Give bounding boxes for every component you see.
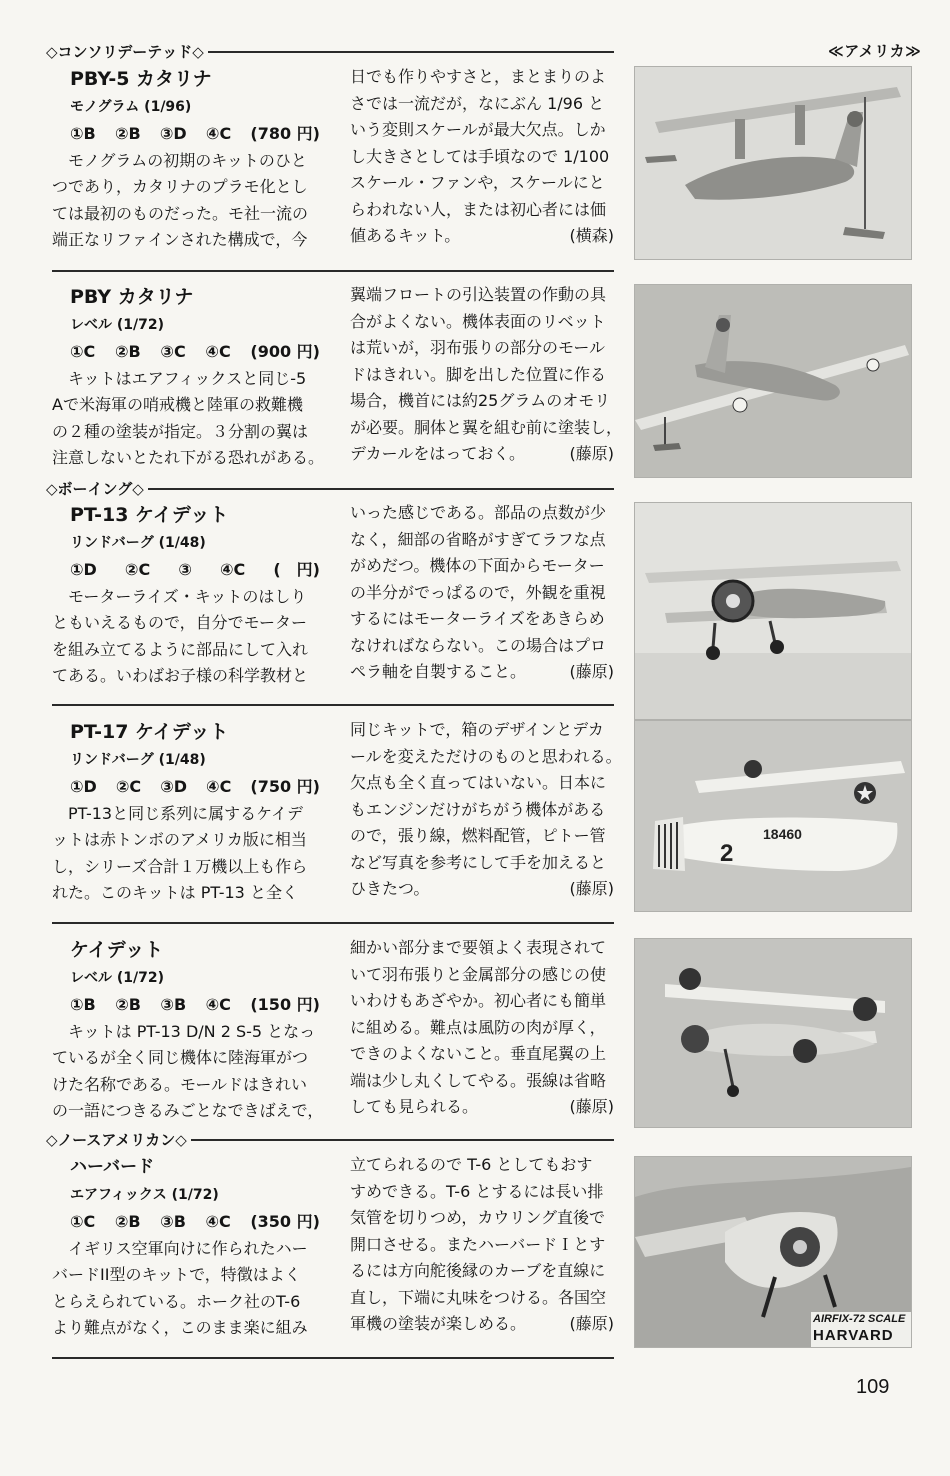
body-line: ペラ軸を自製すること。	[350, 662, 527, 681]
biplane-icon	[635, 503, 911, 719]
body-line: もエンジンだけがちがう機体がある	[350, 799, 606, 819]
body-line: など写真を参考にして手を加えると	[350, 852, 607, 872]
rating-3: ③	[178, 560, 192, 579]
body-line: モノグラムの初期のキットのひと	[68, 150, 307, 170]
body-line: がめだつ。機体の下面からモーター	[350, 556, 605, 575]
rating-2: ②B	[114, 342, 141, 361]
entry-maker: リンドバーグ (1/48)	[70, 752, 206, 768]
rating-3: ③C	[160, 342, 186, 361]
price: (150 円)	[250, 995, 320, 1014]
body-line: なく，細部の省略がすぎてラフな点	[350, 529, 606, 549]
last-line	[350, 659, 614, 686]
author: (藤原)	[569, 662, 614, 681]
entry-1-right	[350, 64, 614, 250]
entry-maker: レベル (1/72)	[70, 970, 165, 986]
entry-title: PBY カタリナ	[70, 286, 194, 308]
rating-1: ①C	[70, 1212, 96, 1231]
box-text-scale: AIRFIX-72 SCALE	[813, 1313, 906, 1325]
entry-title: PT-13 ケイデット	[70, 504, 229, 526]
body-line: いう変則スケールが最大欠点。しか	[350, 120, 606, 139]
entry-title: PBY-5 カタリナ	[70, 68, 212, 90]
entry-title: PT-17 ケイデット	[70, 721, 229, 743]
price: (900 円)	[250, 342, 320, 361]
body-line: なければならない。この場合はプロ	[350, 635, 607, 655]
body-line: バードII型のキットで，特徴はよく	[52, 1265, 301, 1284]
rating-1: ①D	[70, 777, 97, 796]
body-line: の半分がでっぱるので，外観を重視	[350, 582, 606, 602]
body-line: てある。いわばお子様の科学教材と	[52, 666, 309, 685]
body-line: さでは一流だが，なにぶん 1/96 と	[350, 93, 605, 113]
author: (藤原)	[569, 879, 614, 898]
body-line: 端は少し丸くしてやる。張線は省略	[350, 1070, 607, 1090]
rating-2: ②C	[124, 560, 151, 579]
body-line: らわれない人，または初心者には価	[350, 199, 607, 219]
body-line: 欠点も全く直ってはいない。日本に	[350, 773, 607, 792]
author: (藤原)	[569, 1314, 614, 1333]
rule-sep-4	[52, 922, 614, 924]
rating-4: ④C	[206, 777, 232, 796]
photo-harvard-box	[634, 1156, 912, 1348]
entry-3-left	[52, 500, 322, 690]
body-line: つであり，カタリナのプラモ化とし	[52, 177, 308, 196]
body-line: 細かい部分まで要領よく表現されて	[350, 938, 607, 957]
body-line: 注意しないとたれ下がる恐れがある。	[52, 448, 325, 467]
entry-5-right	[350, 935, 614, 1121]
body-line: に組める。難点は風防の肉が厚く，	[350, 1017, 606, 1037]
body-line: いて羽布張りと金属部分の感じの使	[350, 964, 607, 984]
svg-text:2: 2	[720, 840, 734, 867]
body-line: いった感じである。部品の点数が少	[350, 503, 607, 522]
price: (350 円)	[250, 1212, 320, 1231]
body-line: ては最初のものだった。モ社一流の	[52, 203, 309, 223]
rating-4: ④C	[219, 560, 246, 579]
price: ( 円)	[273, 560, 320, 579]
biplane-icon	[635, 721, 911, 911]
rating-4: ④C	[205, 342, 231, 361]
body-line: 同じキットで，箱のデザインとデカ	[350, 720, 604, 739]
body-line: ているが全く同じ機体に陸海軍がつ	[52, 1048, 309, 1067]
entry-ratings	[52, 992, 320, 1019]
rating-3: ③B	[160, 995, 187, 1014]
body-line: るには方向舵後縁のカーブを直線に	[350, 1261, 606, 1280]
price: (750 円)	[250, 777, 320, 796]
body-line: が必要。胴体と翼を組む前に塗装し，	[350, 417, 623, 437]
body-line: 開口させる。またハーバードＩとす	[350, 1234, 606, 1254]
flying-boat-icon	[635, 67, 911, 259]
body-line: 端正なリファインされた構成で，今	[52, 230, 308, 249]
body-line: の２種の塗装が指定。３分割の翼は	[52, 421, 309, 441]
body-line: キットはエアフィックスと同じ-5	[68, 368, 307, 388]
body-line: れた。このキットは PT-13 と全く	[52, 883, 298, 902]
body-line: 直し，下端に丸味をつける。各国空	[350, 1287, 607, 1307]
entry-2-right	[350, 282, 623, 468]
entry-title: ハーバード	[70, 1157, 155, 1177]
body-line: いわけもあざやか。初心者にも簡単	[350, 991, 607, 1010]
entry-ratings	[52, 557, 320, 584]
flying-boat-icon	[635, 285, 911, 477]
svg-text:18460: 18460	[763, 826, 802, 842]
photo-pt13-cadet	[634, 502, 912, 720]
rating-2: ②B	[114, 124, 141, 143]
price: (780 円)	[250, 124, 320, 143]
last-line	[350, 876, 614, 903]
rating-4: ④C	[205, 124, 232, 143]
rating-2: ②B	[115, 995, 141, 1014]
body-line: より難点がなく，このまま楽に組み	[52, 1318, 308, 1337]
photo-pby5-catalina	[634, 66, 912, 260]
body-line: 立てられるので T-6 としてもおす	[350, 1155, 593, 1174]
body-line: 場合，機首には約25グラムのオモリ	[350, 391, 611, 410]
body-line: ットは赤トンボのアメリカ版に相当	[52, 830, 307, 849]
page-number: 109	[856, 1376, 890, 1398]
body-line: デカールをはっておく。	[350, 444, 526, 463]
rating-1: ①B	[70, 995, 96, 1014]
rule-bottom	[52, 1357, 614, 1359]
category-consolidated: ◇コンソリデーテッド◇	[46, 41, 208, 62]
body-line: キットは PT-13 D/N 2 S-5 となっ	[68, 1021, 316, 1041]
rule-sep-3	[52, 704, 614, 706]
body-line: ともいえるもので，自分でモーター	[52, 613, 308, 632]
body-line: 値あるキット。	[350, 226, 461, 245]
entry-ratings	[52, 774, 320, 801]
entry-2-left	[52, 282, 325, 472]
last-line	[350, 441, 614, 468]
body-line: ひきたつ。	[350, 879, 430, 898]
body-line: しても見られる。	[350, 1097, 479, 1116]
body-line: し，シリーズ合計１万機以上も作ら	[52, 856, 308, 876]
last-line	[350, 223, 614, 250]
rating-1: ①B	[70, 124, 96, 143]
last-line	[350, 1094, 614, 1121]
photo-cadet-revell	[634, 938, 912, 1128]
entry-maker: エアフィックス (1/72)	[70, 1187, 219, 1203]
body-line: とらえられている。ホーク社のT-6	[52, 1291, 301, 1311]
body-line: 合がよくない。機体表面のリベット	[350, 311, 606, 331]
body-line: ドはきれい。脚を出した位置に作る	[350, 364, 607, 384]
entry-title: ケイデット	[70, 939, 164, 961]
rating-2: ②B	[114, 1212, 141, 1231]
region-label: ≪アメリカ≫	[828, 42, 922, 60]
rating-4: ④C	[205, 995, 231, 1014]
category-north-american: ◇ノースアメリカン◇	[46, 1129, 191, 1150]
body-line: イギリス空軍向けに作られたハー	[68, 1238, 308, 1258]
rating-3: ③D	[159, 124, 187, 143]
body-line: するにはモーターライズをあきらめ	[350, 609, 605, 628]
rating-4: ④C	[205, 1212, 231, 1231]
body-line: スケール・ファンや，スケールにと	[350, 173, 605, 192]
entry-ratings	[52, 1209, 320, 1236]
entry-ratings	[52, 339, 320, 366]
entry-5-left	[52, 935, 322, 1125]
entry-1-left	[52, 64, 322, 254]
rating-1: ①D	[70, 560, 97, 579]
rating-3: ③D	[160, 777, 188, 796]
photo-pby-catalina	[634, 284, 912, 478]
biplane-icon	[635, 939, 911, 1127]
last-line	[350, 1311, 614, 1338]
entry-3-right	[350, 500, 614, 686]
body-line: 日でも作りやすさと，まとまりのよ	[350, 67, 607, 86]
body-line: PT-13と同じ系列に属するケイデ	[68, 803, 303, 823]
body-line: を組み立てるように部品にして入れ	[52, 639, 309, 659]
entry-ratings	[52, 121, 320, 148]
author: (横森)	[569, 226, 614, 245]
body-line: モーターライズ・キットのはしり	[68, 586, 307, 606]
body-line: し大きさとしては手頃なので 1/100	[350, 146, 610, 166]
body-line: の一語につきるみごとなできばえで，	[52, 1101, 324, 1120]
entry-maker: レベル (1/72)	[70, 317, 165, 333]
body-line: 翼端フロートの引込装置の作動の具	[350, 285, 607, 304]
body-line: ールを変えただけのものと思われる。	[350, 746, 622, 766]
body-line: すめできる。T-6 とするには長い排	[350, 1181, 604, 1201]
entry-4-left	[52, 717, 322, 907]
body-line: できのよくないこと。垂直尾翼の上	[350, 1044, 607, 1063]
entry-6-right	[350, 1152, 614, 1338]
rating-2: ②C	[115, 777, 142, 796]
body-line: 気管を切りつめ，カウリング直後で	[350, 1208, 606, 1227]
body-line: は荒いが，羽布張りの部分のモール	[350, 338, 606, 357]
author: (藤原)	[569, 1097, 614, 1116]
entry-6-left	[52, 1152, 322, 1342]
rating-1: ①C	[70, 342, 96, 361]
body-line: けた名称である。モールドはきれい	[52, 1074, 308, 1094]
category-boeing: ◇ボーイング◇	[46, 478, 148, 499]
body-line: Aで米海軍の哨戒機と陸軍の救難機	[52, 395, 303, 414]
rating-3: ③B	[160, 1212, 186, 1231]
entry-4-right	[350, 717, 622, 903]
entry-maker: リンドバーグ (1/48)	[70, 535, 206, 551]
entry-maker: モノグラム (1/96)	[70, 99, 192, 115]
body-line: 軍機の塗装が楽しめる。	[350, 1314, 527, 1333]
photo-pt17-cadet	[634, 720, 912, 912]
author: (藤原)	[569, 444, 614, 463]
rule-sep-1	[52, 270, 614, 272]
box-text-name: HARVARD	[813, 1327, 894, 1344]
body-line: ので，張り線，燃料配管，ピトー管	[350, 826, 606, 845]
